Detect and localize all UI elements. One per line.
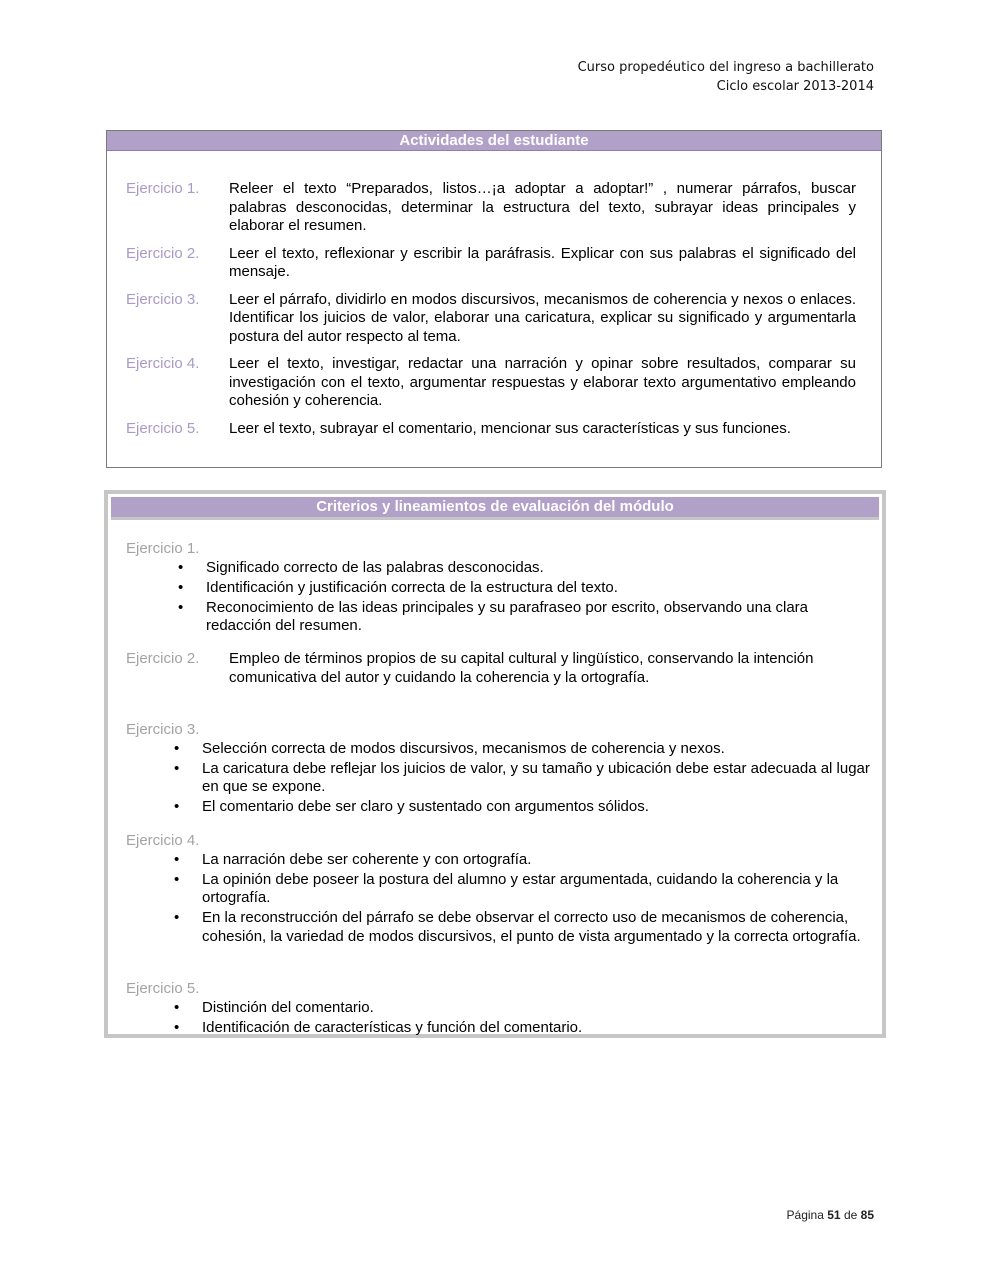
criteria-title: Criterios y lineamientos de evaluación del módulo <box>111 497 879 520</box>
page-footer <box>787 1208 874 1222</box>
activity-text: Leer el texto, investigar, redactar una narración y opinar sobre resultados, comparar su investigación con el texto, argumentar respuestas y elaborar texto argumentativo empleando cohesión y coherencia. <box>229 355 856 409</box>
criteria-ex1-label: Ejercicio 1. <box>126 540 200 557</box>
course-title: Curso propedéutico del ingreso a bachillerato <box>577 60 874 75</box>
list-item: • La opinión debe poseer la postura del alumno y estar argumentada, cuidando la coherencia y la ortografía. <box>202 871 876 908</box>
criteria-ex3 <box>126 721 876 818</box>
activity-label: Ejercicio 4. <box>126 355 200 372</box>
list-item: • En la reconstrucción del párrafo se debe observar el correcto uso de mecanismos de coherencia, cohesión, la variedad de modos discursivos, el punto de vista argumentado y la correcta ortografía. <box>202 909 876 946</box>
list-item: • Identificación de características y función del comentario. <box>202 1019 876 1038</box>
page-header <box>578 58 874 96</box>
activity-label: Ejercicio 3. <box>126 290 200 308</box>
criteria-box <box>104 490 886 1038</box>
list-item: • Distinción del comentario. <box>202 999 876 1018</box>
list-item: • Reconocimiento de las ideas principales y su parafraseo por escrito, observando una clara redacción del resumen. <box>206 599 876 636</box>
activities-list <box>126 180 856 447</box>
activity-label: Ejercicio 5. <box>126 419 200 437</box>
list-item: • Identificación y justificación correcta de la estructura del texto. <box>206 579 876 598</box>
list-item: • La caricatura debe reflejar los juicios de valor, y su tamaño y ubicación debe estar adecuada al lugar en que se expone. <box>202 760 876 797</box>
page-number: 51 <box>827 1208 841 1222</box>
activity-item <box>126 291 856 347</box>
activity-text: Releer el texto “Preparados, listos…¡a adoptar a adoptar!” , numerar párrafos, buscar palabras desconocidas, determinar la estructura del texto, subrayar ideas principales y elaborar el resumen. <box>229 180 856 234</box>
activity-label: Ejercicio 2. <box>126 244 200 262</box>
criteria-ex5-label: Ejercicio 5. <box>126 980 200 997</box>
list-item: • El comentario debe ser claro y sustentado con argumentos sólidos. <box>202 798 876 817</box>
criteria-ex2-text: Empleo de términos propios de su capital cultural y lingüístico, conservando la intención comunicativa del autor y cuidando la coherencia y la ortografía. <box>229 650 814 686</box>
activity-text: Leer el texto, subrayar el comentario, mencionar sus características y sus funciones. <box>229 419 791 437</box>
list-item: • Selección correcta de modos discursivos, mecanismos de coherencia y nexos. <box>202 740 876 759</box>
footer-sep: de <box>843 1208 858 1222</box>
criteria-ex3-label: Ejercicio 3. <box>126 721 200 738</box>
school-year: Ciclo escolar 2013-2014 <box>716 79 874 94</box>
criteria-ex4-list <box>202 851 876 947</box>
activity-item <box>126 355 856 411</box>
activity-text: Leer el párrafo, dividirlo en modos discursivos, mecanismos de coherencia y nexos o enlaces. Identificar los juicios de valor, elaborar una caricatura, explicar su significado y argumentarla postura del autor respecto al tema. <box>229 290 856 345</box>
activity-item <box>126 420 856 439</box>
page-total: 85 <box>860 1208 874 1222</box>
activity-label: Ejercicio 1. <box>126 180 200 197</box>
criteria-ex1 <box>126 540 876 637</box>
criteria-ex5 <box>126 980 876 1039</box>
footer-prefix: Página <box>786 1208 824 1222</box>
activities-title: Actividades del estudiante <box>107 131 881 151</box>
activity-item <box>126 180 856 236</box>
criteria-ex3-list <box>202 740 876 817</box>
list-item: • Significado correcto de las palabras desconocidas. <box>206 559 876 578</box>
activity-item <box>126 245 856 282</box>
criteria-ex4-label: Ejercicio 4. <box>126 832 200 849</box>
criteria-ex2-label: Ejercicio 2. <box>126 650 200 667</box>
criteria-ex5-list <box>202 999 876 1038</box>
criteria-ex2 <box>126 650 876 687</box>
criteria-ex1-list <box>206 559 876 636</box>
activities-box <box>106 130 882 468</box>
activity-text: Leer el texto, reflexionar y escribir la paráfrasis. Explicar con sus palabras el significado del mensaje. <box>229 244 856 280</box>
list-item: • La narración debe ser coherente y con ortografía. <box>202 851 876 870</box>
criteria-ex4 <box>126 832 876 948</box>
